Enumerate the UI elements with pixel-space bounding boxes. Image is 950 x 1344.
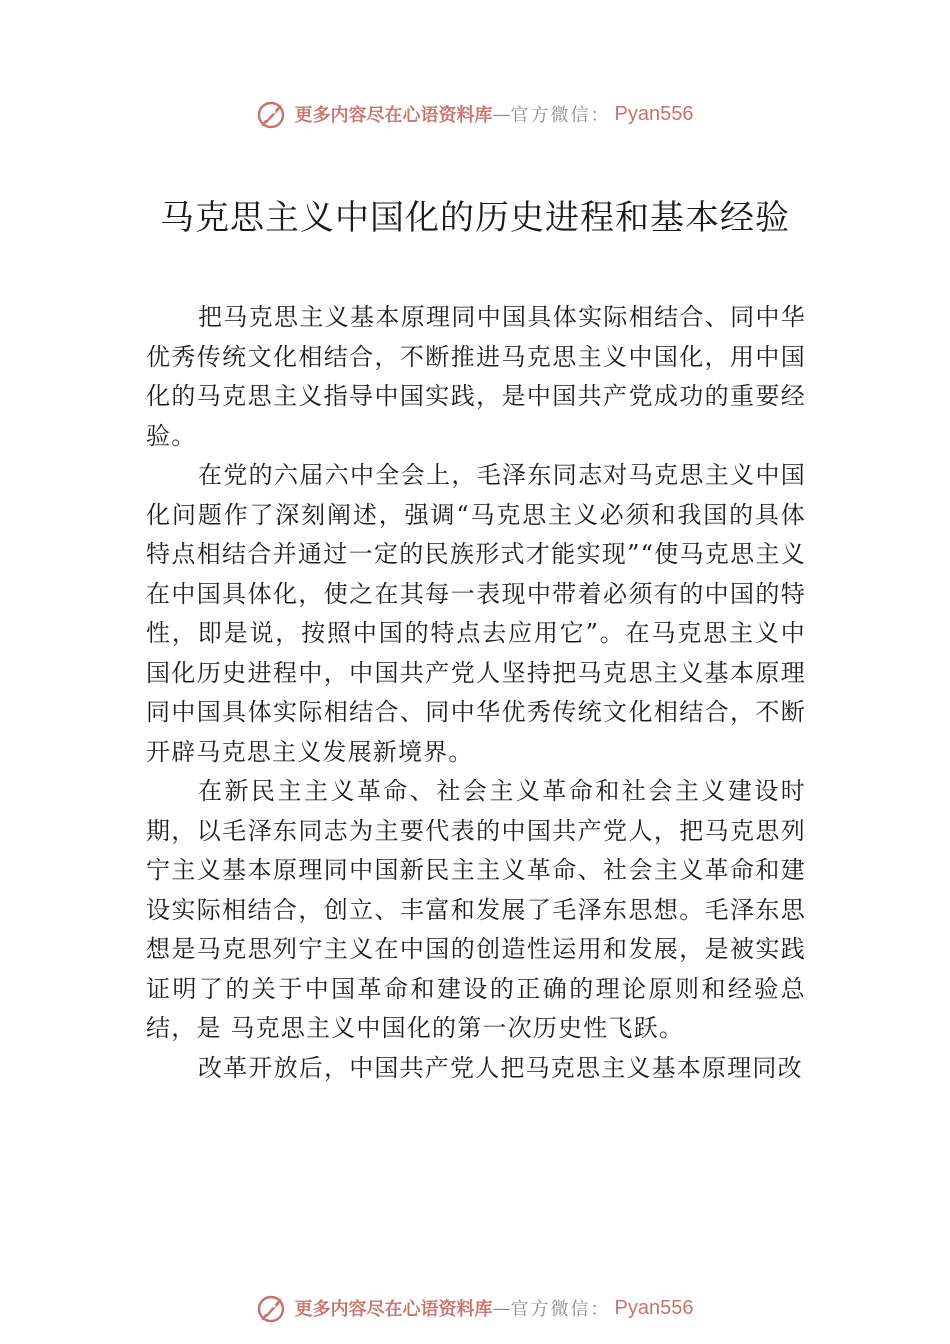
banner-wechat-id: Pyan556 — [614, 1296, 694, 1319]
banner-separator: — — [492, 1297, 511, 1319]
pen-nib-logo-icon — [257, 98, 289, 130]
banner-wechat-label: 官方微信： — [510, 1299, 611, 1320]
pen-nib-logo-icon — [257, 1292, 289, 1324]
paragraph: 在党的六届六中全会上，毛泽东同志对马克思主义中国化问题作了深刻阐述，强调“马克思主义必须和我国的具体特点相结合并通过一定的民族形式才能实现”“使马克思主义在中国具体化，使之在其每一表现中带着必须有的中国的特性，即是说，按照中国的特点去应用它”。在马克思主义中国化历史进程中，中国共产党人坚持把马克思主义基本原理同中国具体实际相结合、同中华优秀传统文化相结合，不断开辟马克思主义发展新境界。 — [146, 461, 806, 766]
footer-watermark-banner — [0, 1288, 950, 1328]
banner-main-text: 更多内容尽在心语资料库 — [294, 105, 493, 126]
paragraph: 把马克思主义基本原理同中国具体实际相结合、同中华优秀传统文化相结合，不断推进马克思主义中国化，用中国化的马克思主义指导中国实践，是中国共产党成功的重要经验。 — [146, 303, 806, 450]
banner-separator: — — [492, 103, 511, 125]
paragraph: 在新民主主义革命、社会主义革命和社会主义建设时期，以毛泽东同志为主要代表的中国共产党人，把马克思列宁主义基本原理同中国新民主主义革命、社会主义革命和建设实际相结合，创立、丰富和发展了毛泽东思想。毛泽东思想是马克思列宁主义在中国的创造性运用和发展，是被实践证明了的关于中国革命和建设的正确的理论原则和经验总结，是 马克思主义中国化的第一次历史性飞跃。 — [146, 777, 806, 1042]
document-title: 马克思主义中国化的历史进程和基本经验 — [160, 198, 790, 238]
header-watermark-banner — [0, 94, 950, 134]
banner-wechat-label: 官方微信： — [510, 105, 611, 126]
banner-wechat-id: Pyan556 — [614, 102, 694, 125]
banner-main-text: 更多内容尽在心语资料库 — [294, 1299, 493, 1320]
document-body — [146, 298, 806, 1088]
paragraph: 改革开放后，中国共产党人把马克思主义基本原理同改 — [198, 1053, 803, 1082]
